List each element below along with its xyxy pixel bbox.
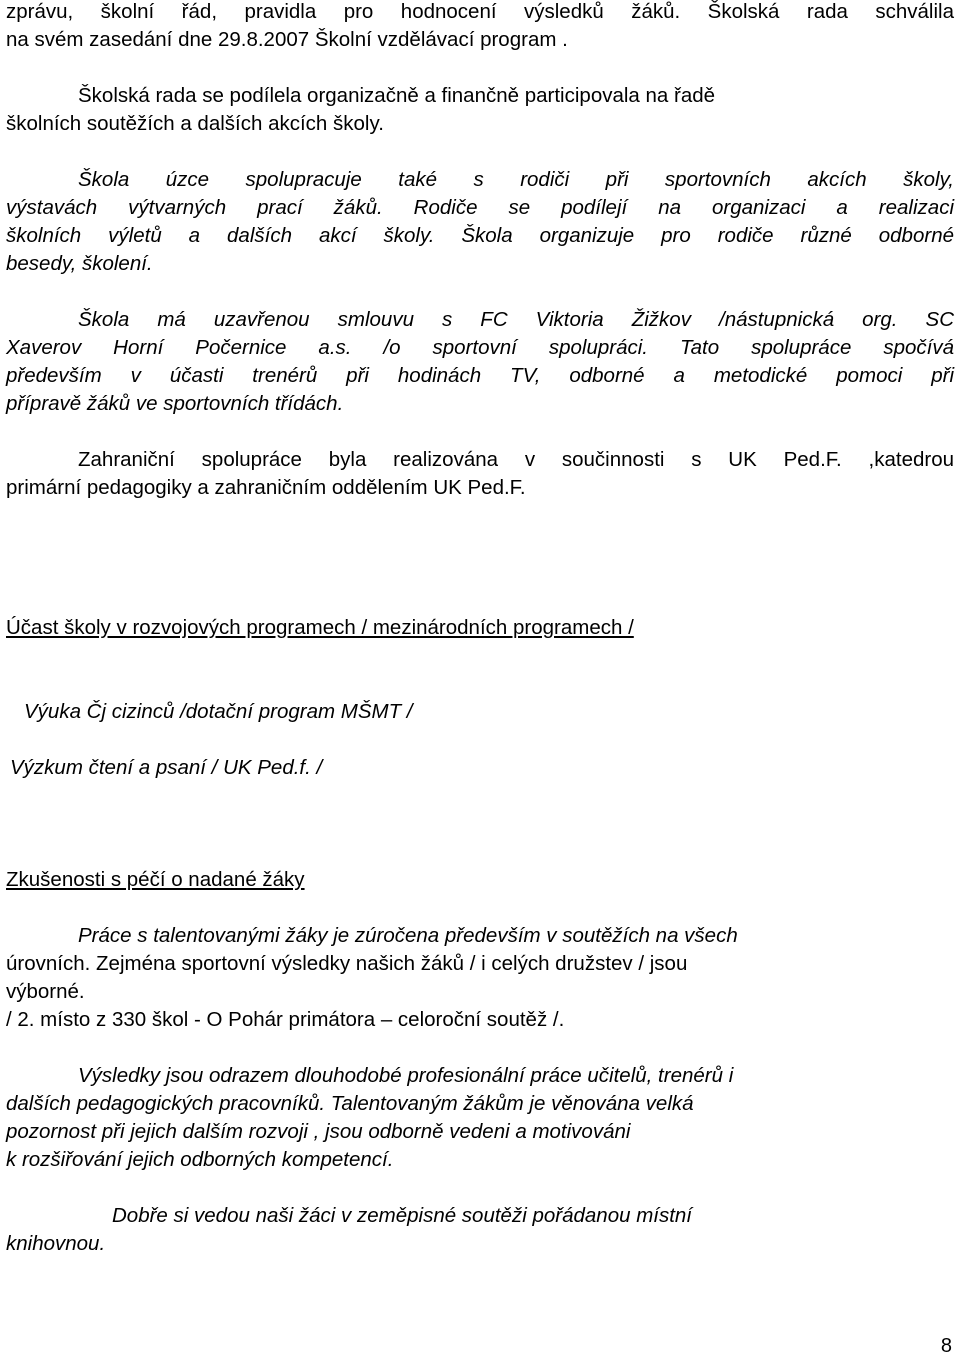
paragraph-text: přípravě žáků ve sportovních třídách.: [6, 392, 344, 415]
paragraph-text: k rozšiřování jejich odborných kompetencí.: [6, 1148, 394, 1171]
program-item: Výuka Čj cizinců /dotační program MŠMT /: [24, 700, 413, 723]
page-number: 8: [940, 1335, 952, 1357]
paragraph-text: besedy, školení.: [6, 252, 153, 275]
section-heading: Účast školy v rozvojových programech / mezinárodních programech /: [6, 616, 634, 639]
paragraph-text: primární pedagogiky a zahraničním oddělením UK Ped.F.: [6, 476, 526, 499]
section-heading: Zkušenosti s péčí o nadané žáky: [6, 868, 305, 891]
paragraph-text: knihovnou.: [6, 1232, 106, 1255]
paragraph-text: Výsledky jsou odrazem dlouhodobé profesionální práce učitelů, trenérů i: [78, 1064, 734, 1087]
paragraph-text: Zahraniční spolupráce byla realizována v součinnosti s UK Ped.F. ,katedrou: [78, 448, 954, 471]
paragraph-text: Škola má uzavřenou smlouvu s FC Viktoria Žižkov /nástupnická org. SC: [78, 308, 954, 331]
paragraph-text: Dobře si vedou naši žáci v zeměpisné soutěži pořádanou místní: [112, 1204, 693, 1227]
paragraph-text: Xaverov Horní Počernice a.s. /o sportovní spolupráci. Tato spolupráce spočívá: [6, 336, 954, 359]
paragraph-text: výstavách výtvarných prací žáků. Rodiče se podílejí na organizaci a realizaci: [6, 196, 954, 219]
paragraph-text: školních soutěžích a dalších akcích školy.: [6, 112, 384, 135]
paragraph-text: školních výletů a dalších akcí školy. Škola organizuje pro rodiče různé odborné: [6, 224, 954, 247]
program-item: Výzkum čtení a psaní / UK Ped.f. /: [10, 756, 323, 779]
paragraph-text: Škola úzce spolupracuje také s rodiči při sportovních akcích školy,: [78, 168, 954, 191]
paragraph-text: úrovních. Zejména sportovní výsledky našich žáků / i celých družstev / jsou: [6, 952, 688, 975]
paragraph-text: Práce s talentovanými žáky je zúročena především v soutěžích na všech: [78, 924, 738, 947]
paragraph-text: zprávu, školní řád, pravidla pro hodnocení výsledků žáků. Školská rada schválila: [6, 0, 954, 23]
paragraph-text: na svém zasedání dne 29.8.2007 Školní vzdělávací program .: [6, 28, 568, 51]
paragraph-text: výborné.: [6, 980, 85, 1003]
paragraph-text: pozornost při jejich dalším rozvoji , jsou odborně vedeni a motivováni: [6, 1120, 631, 1143]
paragraph-text: / 2. místo z 330 škol - O Pohár primátora – celoroční soutěž /.: [6, 1008, 565, 1031]
paragraph-text: Školská rada se podílela organizačně a finančně participovala na řadě: [78, 84, 716, 107]
paragraph-text: především v účasti trenérů při hodinách TV, odborné a metodické pomoci při: [6, 364, 954, 387]
paragraph-text: dalších pedagogických pracovníků. Talentovaným žákům je věnována velká: [6, 1092, 694, 1115]
